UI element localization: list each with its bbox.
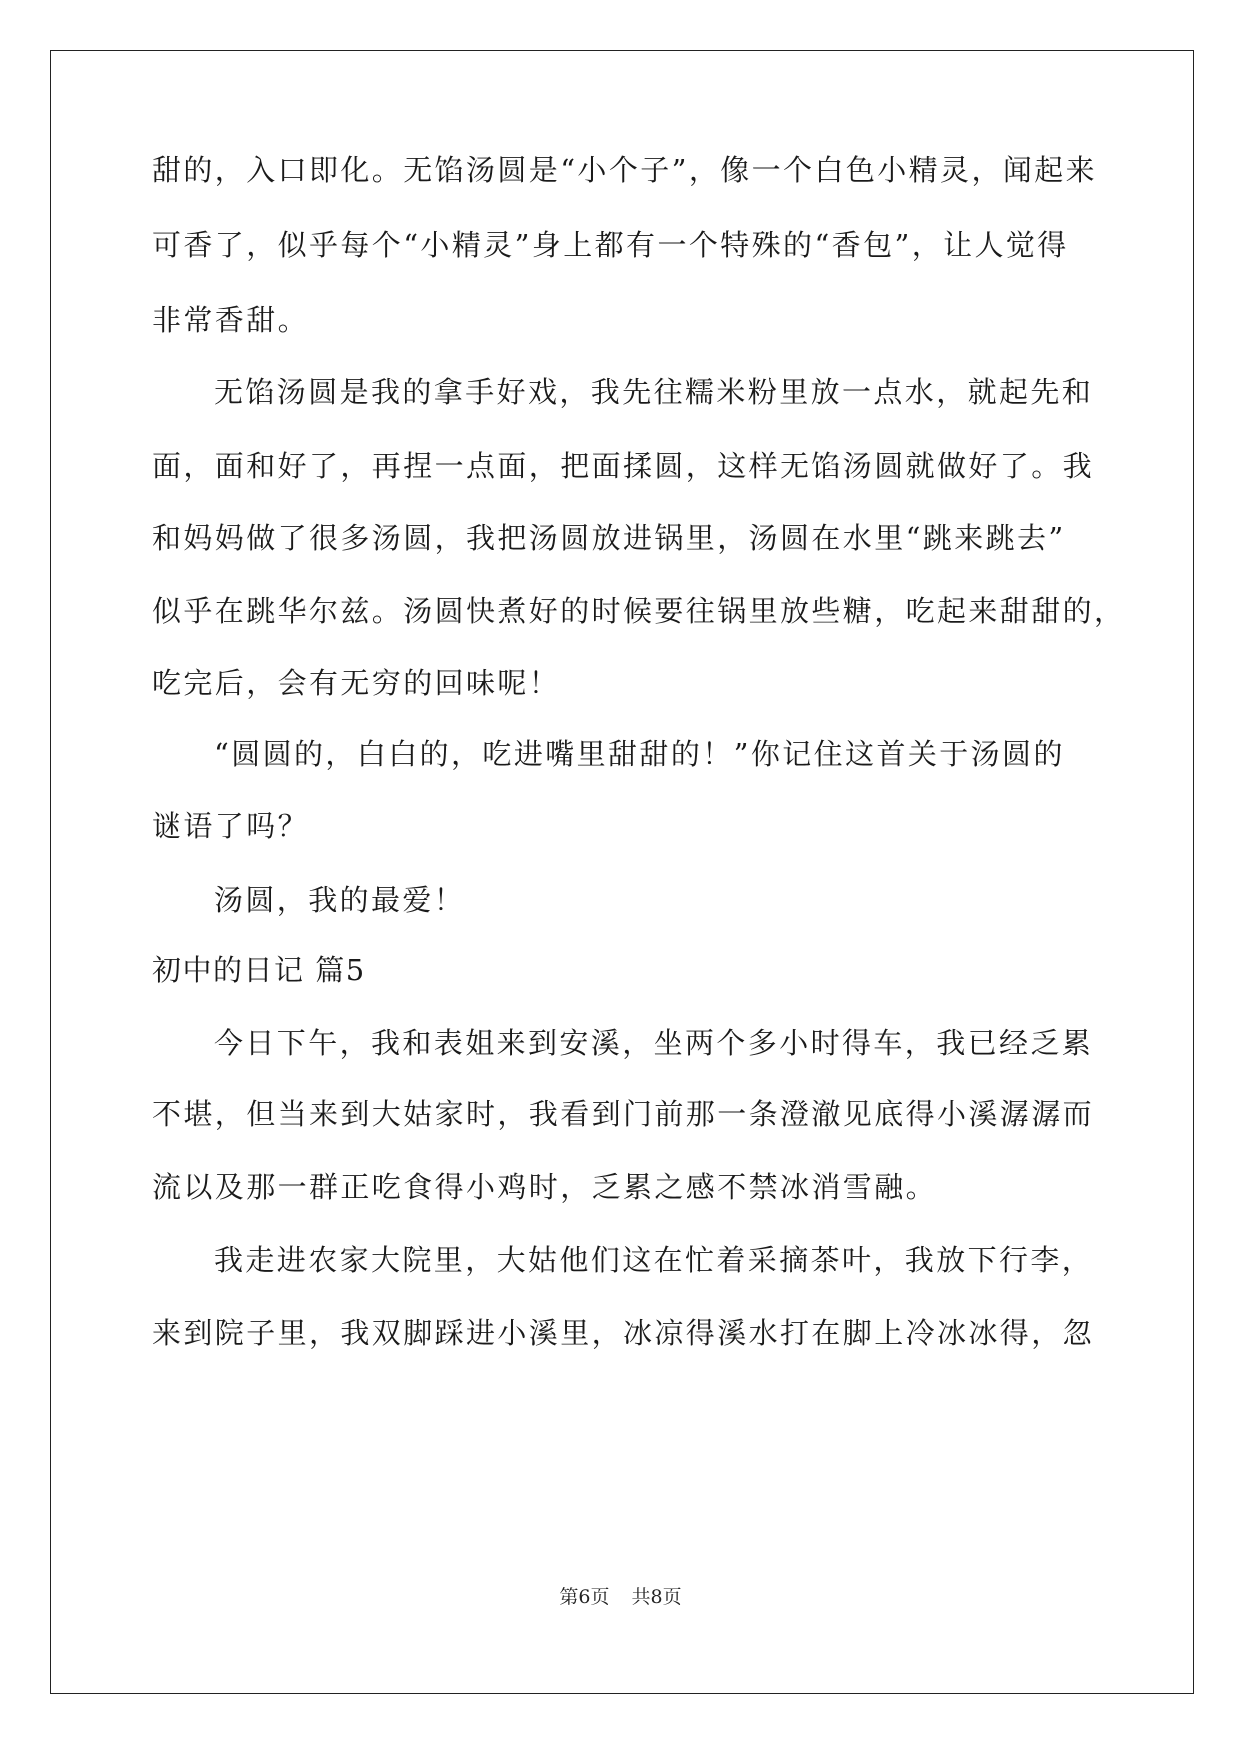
body-line: 和妈妈做了很多汤圆，我把汤圆放进锅里，汤圆在水里“跳来跳去”	[152, 521, 1066, 555]
page-number: 第6页	[559, 1586, 610, 1608]
paragraph-start-line: 我走进农家大院里，大姑他们这在忙着采摘茶叶，我放下行李，	[214, 1243, 1094, 1277]
body-line: 似乎在跳华尔兹。汤圆快煮好的时候要往锅里放些糖，吃起来甜甜的，	[152, 594, 1126, 628]
body-line: 非常香甜。	[152, 303, 310, 337]
body-line: 面，面和好了，再捏一点面，把面揉圆，这样无馅汤圆就做好了。我	[152, 449, 1095, 483]
page-total: 共8页	[631, 1586, 682, 1608]
body-line: 可香了，似乎每个“小精灵”身上都有一个特殊的“香包”，让人觉得	[152, 228, 1069, 262]
section-heading: 初中的日记 篇5	[152, 953, 366, 987]
body-line: 流以及那一群正吃食得小鸡时，乏累之感不禁冰消雪融。	[152, 1170, 938, 1204]
body-line: 来到院子里，我双脚踩进小溪里，冰凉得溪水打在脚上冷冰冰得，忽	[152, 1316, 1095, 1350]
body-line: 甜的，入口即化。无馅汤圆是“小个子”，像一个白色小精灵，闻起来	[152, 153, 1098, 187]
paragraph-start-line: 今日下午，我和表姐来到安溪，坐两个多小时得车，我已经乏累	[214, 1026, 1094, 1060]
body-line: 不堪，但当来到大姑家时，我看到门前那一条澄澈见底得小溪潺潺而	[152, 1097, 1095, 1131]
page-border	[50, 50, 1194, 1694]
body-line: 吃完后，会有无穷的回味呢！	[152, 666, 561, 700]
paragraph-start-line: “圆圆的，白白的，吃进嘴里甜甜的！”你记住这首关于汤圆的	[214, 737, 1065, 771]
body-line: 谜语了吗？	[152, 809, 310, 843]
page-footer	[0, 1584, 1241, 1610]
paragraph-start-line: 无馅汤圆是我的拿手好戏，我先往糯米粉里放一点水，就起先和	[214, 375, 1094, 409]
paragraph-start-line: 汤圆，我的最爱！	[214, 883, 466, 917]
